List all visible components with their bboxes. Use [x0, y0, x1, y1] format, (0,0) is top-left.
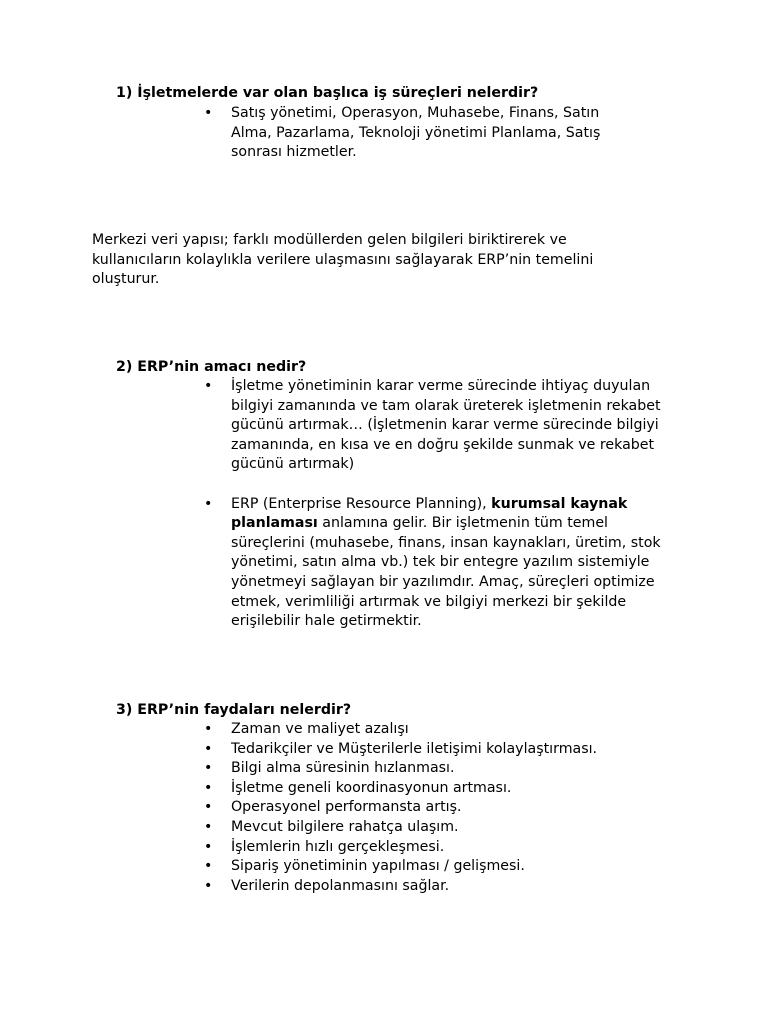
list-item-text: Verilerin depolanmasını sağlar. [231, 877, 450, 894]
intro-paragraph: Merkezi veri yapısı; farklı modüllerden gelen bilgileri biriktirerek ve kullanıcıların kolaylıkla verilere ulaşmasını sağlayarak ERP’nin temelini oluşturur. [92, 232, 594, 288]
list-item-text: İşletme geneli koordinasyonun artması. [231, 779, 512, 796]
list-item [204, 495, 669, 632]
section3-heading: 3) ERP’nin faydaları nelerdir? [116, 702, 352, 718]
list-item-text: Mevcut bilgilere rahatça ulaşım. [231, 818, 459, 835]
bullet-icon: • [204, 779, 213, 796]
section2-list [204, 377, 669, 632]
list-item [204, 838, 674, 858]
list-item-text-before: ERP (Enterprise Resource Planning), [231, 495, 492, 512]
bullet-icon: • [204, 740, 213, 757]
bullet-icon: • [204, 721, 213, 737]
bullet-icon: • [204, 495, 213, 512]
list-item-text: Satış yönetimi, Operasyon, Muhasebe, Finans, Satın Alma, Pazarlama, Teknoloji yönetimi Planlama, Satış sonrası hizmetler. [231, 105, 601, 161]
bullet-icon: • [204, 799, 213, 816]
list-item-text: İşletme yönetiminin karar verme sürecinde ihtiyaç duyulan bilgiyi zamanında ve tam olarak üreterek işletmenin rekabet gücünü artırmak… (İşletmenin karar verme sürecinde bilgiyi zamanında, en kısa ve en doğru şekilde sunmak ve rekabet gücünü artırmak) [231, 378, 661, 473]
list-item-text: İşlemlerin hızlı gerçekleşmesi. [231, 838, 445, 855]
section1-heading: 1) İşletmelerde var olan başlıca iş süreçleri nelerdir? [116, 85, 539, 101]
list-item-text: Operasyonel performansta artış. [231, 799, 462, 816]
list-item-text: Tedarikçiler ve Müşterilerle iletişimi kolaylaştırması. [231, 740, 598, 757]
section1-list [204, 104, 644, 163]
bullet-icon: • [204, 378, 213, 394]
list-item [204, 857, 674, 877]
list-item [204, 798, 674, 818]
list-item-text: Sipariş yönetiminin yapılması / gelişmesi. [231, 858, 525, 875]
bullet-icon: • [204, 838, 213, 855]
bullet-icon: • [204, 877, 213, 894]
bullet-icon: • [204, 760, 213, 777]
list-item [204, 104, 644, 163]
list-item [204, 877, 674, 897]
section2-heading: 2) ERP’nin amacı nedir? [116, 359, 307, 375]
bullet-icon: • [204, 105, 213, 121]
list-item [204, 740, 674, 760]
list-item [204, 818, 674, 838]
list-item-text-bold: kurumsal kaynak planlaması [231, 495, 628, 532]
bullet-icon: • [204, 858, 213, 875]
list-item [204, 720, 674, 740]
list-item [204, 779, 674, 799]
list-item-text: Bilgi alma süresinin hızlanması. [231, 760, 455, 777]
bullet-icon: • [204, 818, 213, 835]
list-item [204, 377, 669, 475]
list-item [204, 759, 674, 779]
list-item-text-after: anlamına gelir. Bir işletmenin tüm temel süreçlerini (muhasebe, finans, insan kaynakları, üretim, stok yönetimi, satın alma vb.) tek bir entegre yazılım sistemiyle yönetmeyi sağlayan bir yazılımdır. Amaç, süreçleri optimize etmek, verimliliği artırmak ve bilgiyi merkezi bir şekilde erişilebilir hale getirmektir. [231, 515, 661, 630]
list-item-text: Zaman ve maliyet azalışı [231, 721, 409, 737]
section3-list [204, 720, 674, 896]
